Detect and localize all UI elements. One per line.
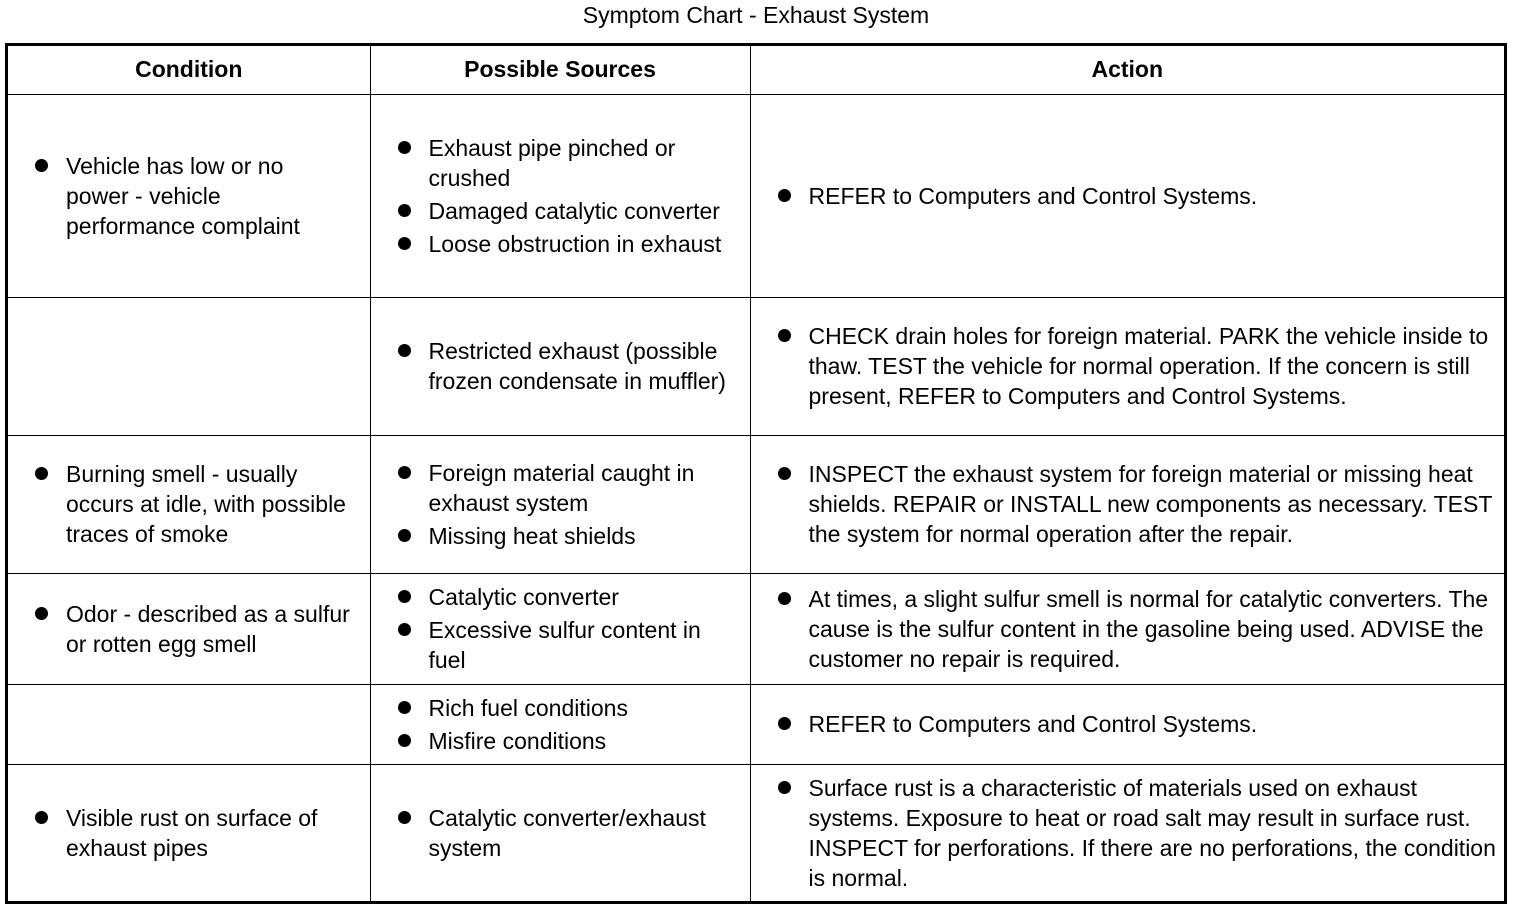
source-text: Restricted exhaust (possible frozen condensate in muffler)	[428, 338, 726, 394]
list-item	[8, 151, 370, 241]
list-item	[371, 803, 750, 863]
table-row	[8, 684, 1504, 764]
action-cell	[750, 684, 1504, 764]
symptom-table	[5, 43, 1507, 904]
list-item	[371, 229, 750, 259]
action-text: At times, a slight sulfur smell is normal for catalytic converters. The cause is the sulfur content in the gasoline being used. ADVISE the customer no repair is required.	[808, 585, 1489, 672]
condition-cell	[8, 94, 370, 297]
source-text: Damaged catalytic converter	[428, 197, 720, 224]
table-row	[8, 764, 1504, 901]
list-item	[371, 582, 750, 612]
sources-cell	[370, 435, 750, 573]
header-condition: Condition	[8, 46, 370, 94]
list-item	[751, 459, 1505, 549]
bullet-icon	[35, 159, 48, 172]
bullet-icon	[778, 467, 791, 480]
action-cell	[750, 435, 1504, 573]
table-row	[8, 94, 1504, 297]
list-item	[371, 726, 750, 756]
condition-cell	[8, 297, 370, 435]
bullet-icon	[398, 466, 411, 479]
sources-cell	[370, 684, 750, 764]
list-item	[371, 521, 750, 551]
list-item	[371, 615, 750, 675]
action-text: Surface rust is a characteristic of materials used on exhaust systems. Exposure to heat or road salt may result in surface rust. INSPECT for perforations. If there are no perforations, the condition is normal.	[808, 774, 1496, 891]
table-row	[8, 573, 1504, 684]
list-item	[371, 336, 750, 396]
list-item	[751, 321, 1505, 411]
table-row	[8, 435, 1504, 573]
bullet-icon	[398, 237, 411, 250]
bullet-icon	[35, 811, 48, 824]
source-text: Catalytic converter	[428, 584, 619, 610]
bullet-icon	[398, 529, 411, 542]
bullet-icon	[398, 590, 411, 603]
condition-text: Vehicle has low or no power - vehicle performance complaint	[66, 152, 300, 239]
source-text: Exhaust pipe pinched or crushed	[428, 134, 676, 191]
action-cell	[750, 764, 1504, 901]
list-item	[751, 709, 1505, 739]
bullet-icon	[398, 701, 411, 714]
symptom-table-grid	[8, 46, 1504, 901]
bullet-icon	[778, 717, 791, 730]
bullet-icon	[778, 592, 791, 605]
action-text: CHECK drain holes for foreign material. PARK the vehicle inside to thaw. TEST the vehicle for normal operation. If the concern is still present, REFER to Computers and Control Systems.	[808, 323, 1489, 409]
action-cell	[750, 573, 1504, 684]
condition-cell	[8, 764, 370, 901]
list-item	[8, 599, 370, 659]
list-item	[371, 196, 750, 226]
source-text: Excessive sulfur content in fuel	[428, 617, 701, 673]
source-text: Rich fuel conditions	[428, 694, 628, 721]
sources-cell	[370, 573, 750, 684]
condition-cell	[8, 684, 370, 764]
sources-cell	[370, 297, 750, 435]
condition-text: Odor - described as a sulfur or rotten egg smell	[66, 600, 350, 657]
source-text: Loose obstruction in exhaust	[428, 230, 722, 257]
bullet-icon	[398, 204, 411, 217]
header-action: Action	[750, 46, 1504, 94]
bullet-icon	[398, 734, 411, 747]
bullet-icon	[398, 141, 411, 154]
action-text: REFER to Computers and Control Systems.	[808, 711, 1258, 737]
action-cell	[750, 94, 1504, 297]
action-text: INSPECT the exhaust system for foreign material or missing heat shields. REPAIR or INSTALL new components as necessary. TEST the system for normal operation after the repair.	[808, 461, 1492, 547]
source-text: Missing heat shields	[428, 522, 636, 549]
sources-cell	[370, 764, 750, 901]
list-item	[8, 459, 370, 549]
bullet-icon	[778, 781, 791, 794]
sources-cell	[370, 94, 750, 297]
list-item	[371, 458, 750, 518]
action-text: REFER to Computers and Control Systems.	[808, 182, 1258, 209]
header-possible-sources: Possible Sources	[370, 46, 750, 94]
condition-cell	[8, 573, 370, 684]
bullet-icon	[398, 811, 411, 824]
bullet-icon	[35, 607, 48, 620]
chart-title: Symptom Chart - Exhaust System	[582, 2, 930, 28]
action-cell	[750, 297, 1504, 435]
condition-cell	[8, 435, 370, 573]
list-item	[751, 584, 1505, 674]
list-item	[371, 693, 750, 723]
header-row	[8, 46, 1504, 94]
bullet-icon	[778, 189, 791, 202]
bullet-icon	[398, 344, 411, 357]
list-item	[751, 181, 1505, 211]
source-text: Catalytic converter/exhaust system	[428, 804, 706, 861]
condition-text: Visible rust on surface of exhaust pipes	[66, 804, 318, 861]
list-item	[8, 803, 370, 863]
bullet-icon	[35, 467, 48, 480]
list-item	[751, 773, 1505, 893]
table-row	[8, 297, 1504, 435]
source-text: Misfire conditions	[428, 727, 607, 754]
bullet-icon	[778, 329, 791, 342]
condition-text: Burning smell - usually occurs at idle, with possible traces of smoke	[66, 461, 346, 547]
bullet-icon	[398, 623, 411, 636]
list-item	[371, 133, 750, 193]
source-text: Foreign material caught in exhaust system	[428, 459, 695, 516]
